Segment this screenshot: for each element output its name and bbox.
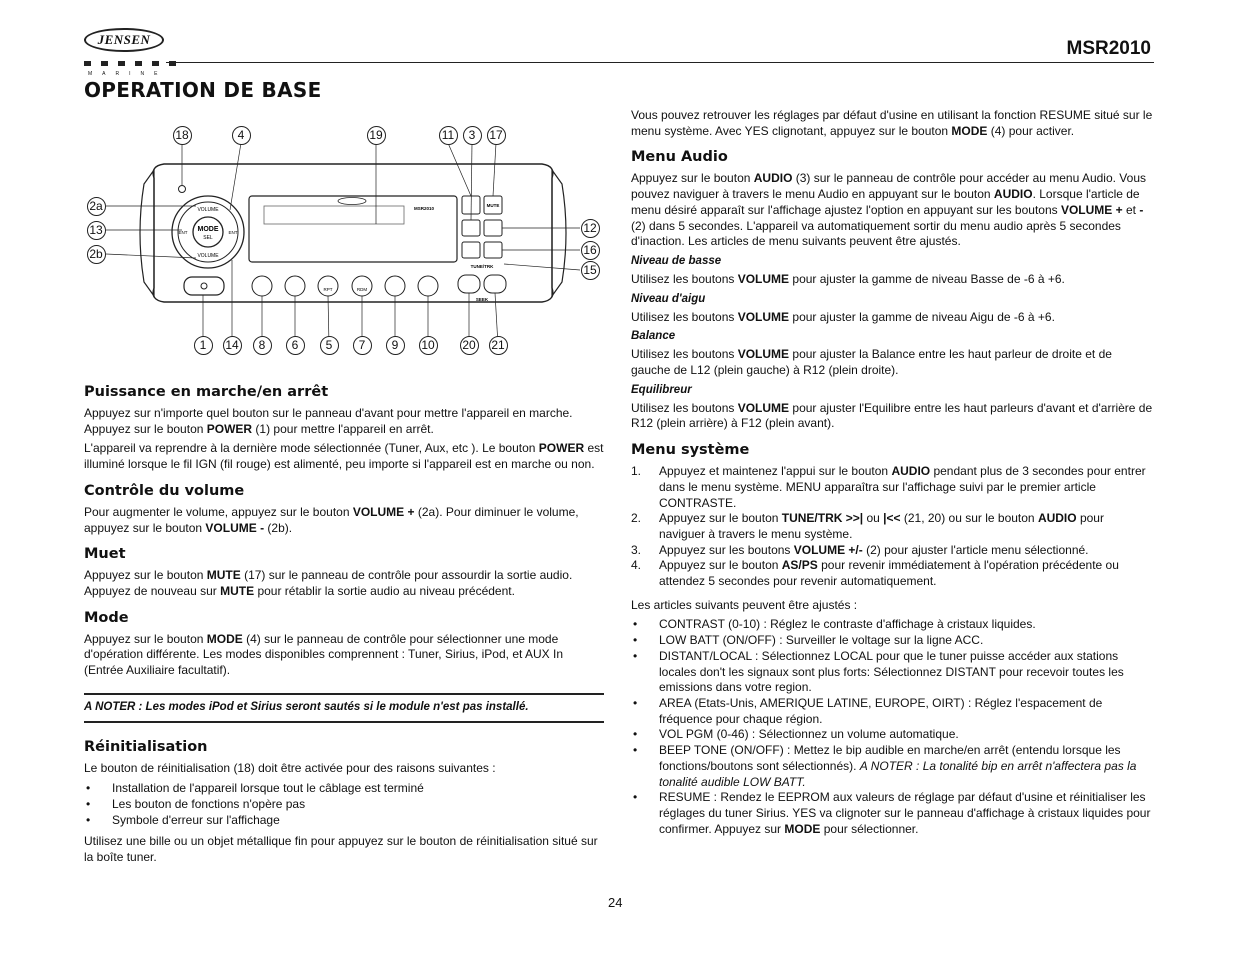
callout-21: 21	[489, 336, 508, 355]
reset-intro: Le bouton de réinitialisation (18) doit être activée pour des raisons suivantes :	[84, 761, 496, 776]
bass-subheading: Niveau de basse	[631, 254, 722, 267]
callout-12: 12	[581, 219, 600, 238]
power-heading: Puissance en marche/en arrêt	[84, 384, 329, 400]
system-items	[631, 617, 1153, 837]
list-item: • LOW BATT (ON/OFF) : Surveiller le voltage sur la ligne ACC.	[631, 633, 1153, 649]
sel-label: SEL	[203, 235, 213, 241]
mode-paragraph: Appuyez sur le bouton MODE (4) sur le panneau de contrôle pour sélectionner une mode d'opération différente. Les modes disponibles comprennent : Tuner, Sirius, iPod, et AUX In (Entrée Auxiliaire facultatif).	[84, 631, 564, 678]
volume-paragraph: Pour augmenter le volume, appuyez sur le bouton VOLUME + (2a). Pour diminuer le volume, appuyez sur le bouton VOLUME - (2b).	[84, 504, 579, 535]
face-model: MSR2010	[413, 206, 435, 211]
rdm-label: RDM	[356, 287, 368, 292]
volume-bottom-label: VOLUME	[197, 253, 219, 259]
list-item: • AREA (Etats-Unis, AMERIQUE LATINE, EUROPE, OIRT) : Réglez l'espacement de fréquence pour chaque région.	[631, 696, 1153, 727]
list-item: • RESUME : Rendez le EEPROM aux valeurs de réglage par défaut d'usine et réinitialiser les réglages du tuner Sirius. YES va clignoter sur le panneau d'affichage à cristaux liquides pour confirmer. Appuyez sur MODE pour sélectionner.	[631, 790, 1153, 837]
face-logo	[338, 198, 366, 205]
panel-left-wing	[140, 170, 154, 296]
callout-6: 6	[286, 336, 305, 355]
callout-4: 4	[232, 126, 251, 145]
btn-audio	[462, 220, 480, 236]
preset-4	[352, 276, 372, 296]
callout-2a: 2a	[87, 197, 106, 216]
mode-label: MODE	[197, 226, 219, 233]
callout-11: 11	[439, 126, 458, 145]
jensen-logo	[84, 28, 166, 78]
callout-13: 13	[87, 221, 106, 240]
callout-8: 8	[253, 336, 272, 355]
callout-1: 1	[194, 336, 213, 355]
note-text: A NOTER : Les modes iPod et Sirius seront sautés si le module n'est pas installé.	[84, 700, 529, 713]
model-title: MSR2010	[1066, 38, 1151, 59]
preset-1	[252, 276, 272, 296]
mode-heading: Mode	[84, 609, 129, 626]
logo-marine: MARINE	[88, 71, 168, 77]
btn-prev	[458, 275, 480, 293]
btn-16	[484, 242, 502, 258]
reset-outro: Utilisez une bille ou un objet métallique fin pour appuyez sur le bouton de réinitialisation situé sur la boîte tuner.	[84, 834, 598, 864]
logo-oval	[84, 28, 164, 52]
list-item: 2. Appuyez sur le bouton TUNE/TRK >>| ou |<< (21, 20) ou sur le bouton AUDIO pour naviguer à travers le menu système.	[631, 511, 1104, 541]
list-item: • VOL PGM (0-46) : Sélectionnez un volume automatique.	[631, 727, 1153, 743]
list-item: • CONTRAST (0-10) : Réglez le contraste d'affichage à cristaux liquides.	[631, 617, 1153, 633]
page-number: 24	[608, 895, 623, 910]
audio-menu-heading: Menu Audio	[631, 149, 728, 166]
system-menu-heading: Menu système	[631, 442, 750, 459]
mute-paragraph: Appuyez sur le bouton MUTE (17) sur le panneau de contrôle pour assourdir la sortie audio. Appuyez de nouveau sur MUTE pour rétablir la sortie audio au niveau précédent.	[84, 568, 573, 598]
list-item: • Installation de l'appareil lorsque tout le câblage est terminé	[84, 781, 604, 797]
preset-3	[318, 276, 338, 296]
reset-list	[84, 781, 604, 828]
list-item: • BEEP TONE (ON/OFF) : Mettez le bip audible en marche/en arrêt (entendu lorsque les fonctions/boutons sont sélectionnés). A NOTER : La tonalité bip en arrêt n'affectera pas la tonalité audible LOW BATT.	[631, 743, 1153, 790]
treble-subheading: Niveau d'aigu	[631, 292, 706, 305]
audio-menu-paragraph: Appuyez sur le bouton AUDIO (3) sur le panneau de contrôle pour accéder au menu Audio. Vous pouvez naviguer à travers le menu Audio en appuyant sur le bouton AUDIO. Lorsque l'article de menu désiré apparaît sur l'affichage ajustez l'option en appuyant sur les boutons VOLUME + et - (2) dans 5 secondes. L'appareil va automatiquement sortir du menu audio après 5 secondes d'inaction. Les articles de menu suivants peuvent être ajustés.	[631, 171, 1146, 249]
callout-3: 3	[463, 126, 482, 145]
callout-2b: 2b	[87, 245, 106, 264]
mute-heading: Muet	[84, 546, 126, 563]
leader-lines	[106, 143, 580, 345]
preset-buttons	[252, 276, 438, 296]
btn-12	[484, 220, 502, 236]
power-icon	[201, 283, 207, 289]
list-item: • Symbole d'erreur sur l'affichage	[84, 813, 604, 829]
balance-paragraph: Utilisez les boutons VOLUME pour ajuster la Balance entre les haut parleur de droite et de gauche de L12 (plein gauche) à R12 (plein droite).	[631, 347, 1112, 378]
header-rule	[166, 62, 1154, 63]
logo-squares	[84, 61, 176, 66]
callout-19: 19	[367, 126, 386, 145]
right-column	[631, 108, 1153, 843]
callout-20: 20	[460, 336, 479, 355]
power-button	[184, 277, 224, 295]
page-title: OPERATION DE BASE	[84, 78, 322, 102]
mute-label: MUTE	[486, 203, 500, 208]
tune-trk-label: TUNE/TRK	[470, 264, 494, 269]
btn-next	[484, 275, 506, 293]
callout-16: 16	[581, 241, 600, 260]
reset-hole	[179, 186, 186, 193]
callout-17: 17	[487, 126, 506, 145]
volume-top-label: VOLUME	[197, 207, 219, 213]
callout-7: 7	[353, 336, 372, 355]
logo-text: JENSEN	[97, 32, 151, 47]
fader-paragraph: Utilisez les boutons VOLUME pour ajuster l'Equilibre entre les haut parleurs d'avant et d'arrière de R12 (plein arrière) à F12 (plein avant).	[631, 400, 1153, 431]
resume-paragraph: Vous pouvez retrouver les réglages par défaut d'usine en utilisant la fonction RESUME situé sur le menu système. Avec YES clignotant, appuyez sur le bouton MODE (4) pour activer.	[631, 108, 1153, 138]
preset-6	[418, 276, 438, 296]
power-paragraph-1: Appuyez sur n'importe quel bouton sur le panneau d'avant pour mettre l'appareil en marche. Appuyez sur le bouton POWER (1) pour mettre l'appareil en arrêt.	[84, 406, 573, 436]
callout-14: 14	[223, 336, 242, 355]
power-paragraph-2: L'appareil va reprendre à la dernière mode sélectionnée (Tuner, Aux, etc ). Le bouton POWER est illuminé lorsque le fil IGN (fil rouge) est alimenté, peu importe si l'appareil est en marche ou non.	[84, 441, 604, 472]
seek-label: SEEK	[475, 297, 489, 302]
preset-2	[285, 276, 305, 296]
callout-9: 9	[386, 336, 405, 355]
btn-13	[462, 242, 480, 258]
volume-heading: Contrôle du volume	[84, 482, 245, 499]
ent-right-label: ENT	[228, 230, 238, 235]
system-intro: Les articles suivants peuvent être ajustés :	[631, 597, 858, 612]
preset-5	[385, 276, 405, 296]
callout-10: 10	[419, 336, 438, 355]
lcd-window	[264, 206, 404, 224]
callout-5: 5	[320, 336, 339, 355]
ent-left-label: ENT	[178, 230, 188, 235]
list-item: 3. Appuyez sur les boutons VOLUME +/- (2) pour ajuster l'article menu sélectionné.	[631, 542, 1089, 557]
system-steps	[631, 464, 1153, 590]
list-item: • DISTANT/LOCAL : Sélectionnez LOCAL pour que le tuner puisse accéder aux stations locales don't les signaux sont plus forts: Sélectionnez DISTANT pour recevoir toutes les emissions dans votre region.	[631, 649, 1153, 696]
list-item: 4. Appuyez sur le bouton AS/PS pour revenir immédiatement à l'opération précédente ou attendez 5 secondes pour revenir automatiquement.	[631, 558, 1119, 589]
note-box	[84, 693, 604, 724]
balance-subheading: Balance	[631, 330, 676, 343]
panel-right-wing	[552, 170, 566, 296]
list-item: 1. Appuyez et maintenez l'appui sur le bouton AUDIO pendant plus de 3 secondes pour entrer dans le menu système. MENU apparaîtra sur l'affichage suivi par le premier article CONTRASTE.	[631, 464, 1146, 510]
front-panel-diagram	[84, 120, 604, 365]
bass-paragraph: Utilisez les boutons VOLUME pour ajuster la gamme de niveau Basse de -6 à +6.	[631, 271, 1065, 286]
list-item: • Les bouton de fonctions n'opère pas	[84, 797, 604, 813]
treble-paragraph: Utilisez les boutons VOLUME pour ajuster la gamme de niveau Aigu de -6 à +6.	[631, 309, 1055, 324]
callout-15: 15	[581, 261, 600, 280]
callout-18: 18	[173, 126, 192, 145]
left-column	[84, 384, 604, 866]
rpt-label: RPT	[323, 287, 333, 292]
reset-heading: Réinitialisation	[84, 739, 208, 756]
fader-subheading: Equilibreur	[631, 383, 692, 396]
